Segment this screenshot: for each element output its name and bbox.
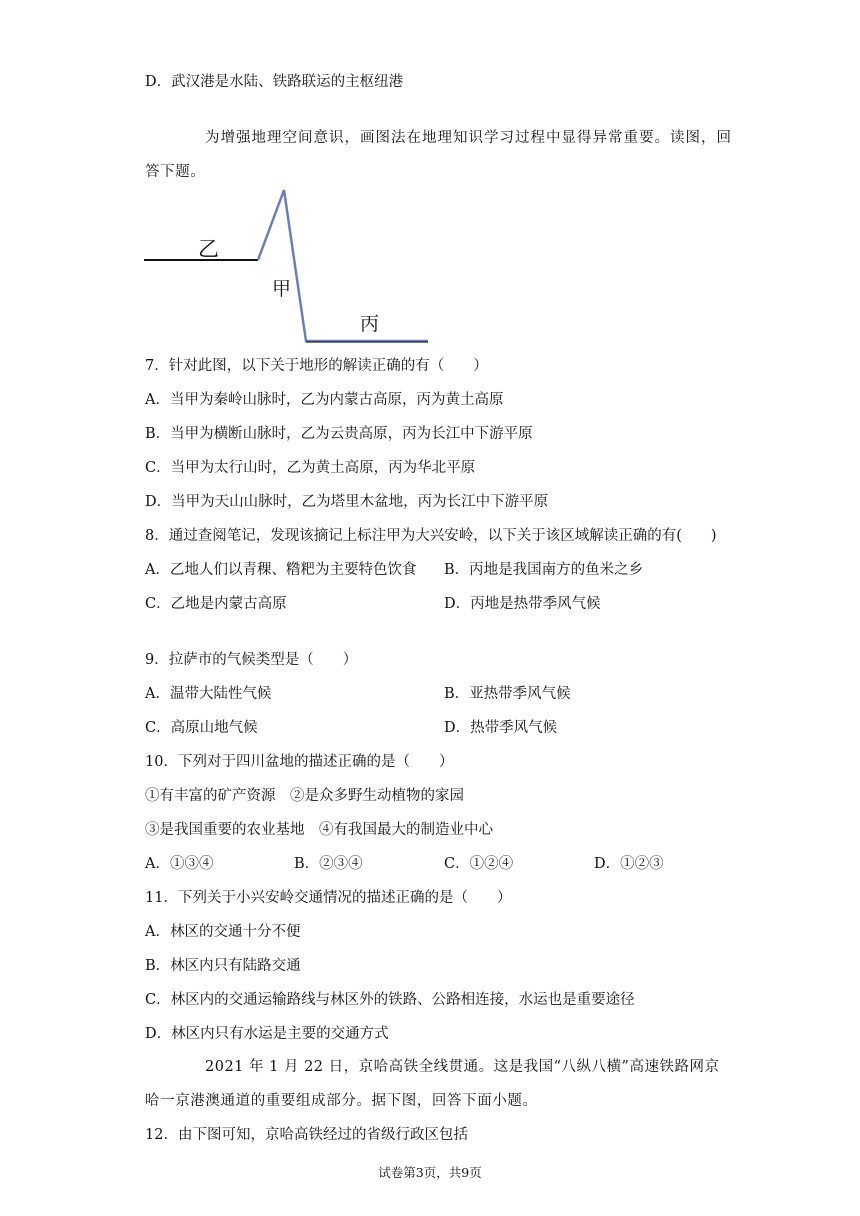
q11-option-b: B．林区内只有陆路交通 (145, 958, 301, 974)
passage-intro-1-cont: 答下题。 (145, 164, 206, 180)
q10-statements-2: ③是我国重要的农业基地 ④有我国最大的制造业中心 (145, 822, 493, 838)
q8-option-b: B．丙地是我国南方的鱼米之乡 (444, 562, 644, 578)
q10-option-d: D．①②③ (594, 856, 664, 872)
q7-option-c: C．当甲为太行山时，乙为黄土高原，丙为华北平原 (145, 460, 476, 476)
q9-option-a: A．温带大陆性气候 (145, 686, 272, 702)
q8-option-c: C．乙地是内蒙古高原 (145, 596, 287, 612)
q11-option-a: A．林区的交通十分不便 (145, 924, 301, 940)
q9-stem: 9．拉萨市的气候类型是（ ） (145, 652, 358, 668)
q6-option-d: D．武汉港是水陆、铁路联运的主枢纽港 (145, 74, 404, 90)
q10-stem: 10．下列对于四川盆地的描述正确的是（ ） (145, 754, 454, 770)
q9-option-c: C．高原山地气候 (145, 720, 258, 736)
q10-option-b: B．②③④ (294, 856, 363, 872)
q11-option-d: D．林区内只有水运是主要的交通方式 (145, 1026, 389, 1042)
label-yi: 乙 (198, 237, 219, 261)
q7-option-d: D．当甲为天山山脉时，乙为塔里木盆地，丙为长江中下游平原 (145, 494, 549, 510)
q7-option-b: B．当甲为横断山脉时，乙为云贵高原，丙为长江中下游平原 (145, 426, 533, 442)
q12-stem: 12．由下图可知，京哈高铁经过的省级行政区包括 (145, 1127, 468, 1143)
label-bing: 丙 (360, 313, 380, 335)
q7-stem: 7．针对此图，以下关于地形的解读正确的有（ ） (145, 358, 488, 374)
q11-stem: 11．下列关于小兴安岭交通情况的描述正确的是（ ） (145, 890, 512, 906)
q8-stem: 8．通过查阅笔记，发现该摘记上标注甲为大兴安岭，以下关于该区域解读正确的有( ) (145, 528, 717, 544)
q8-option-a: A．乙地人们以青稞、糌粑为主要特色饮食 (145, 562, 417, 578)
q9-option-d: D．热带季风气候 (444, 720, 558, 736)
q7-option-a: A．当甲为秦岭山脉时，乙为内蒙古高原，丙为黄土高原 (145, 392, 504, 408)
label-jia: 甲 (272, 278, 292, 300)
q10-statements-1: ①有丰富的矿产资源 ②是众多野生动植物的家园 (145, 788, 464, 804)
passage-intro-2: 2021 年 1 月 22 日，京哈高铁全线贯通。这是我国“八纵八横”高速铁路网京 (205, 1059, 720, 1075)
page-footer: 试卷第3页，共9页 (378, 1165, 482, 1180)
passage-intro-2-cont: 哈一京港澳通道的重要组成部分。据下图，回答下面小题。 (145, 1093, 538, 1109)
q11-option-c: C．林区内的交通运输路线与林区外的铁路、公路相连接，水运也是重要途径 (145, 992, 635, 1008)
profile-line (258, 190, 428, 341)
q10-option-a: A．①③④ (145, 856, 214, 872)
terrain-profile-diagram (140, 185, 440, 350)
passage-intro-1: 为增强地理空间意识，画图法在地理知识学习过程中显得异常重要。读图，回 (205, 130, 732, 146)
q9-option-b: B．亚热带季风气候 (444, 686, 571, 702)
q10-option-c: C．①②④ (444, 856, 514, 872)
q8-option-d: D．丙地是热带季风气候 (444, 596, 601, 612)
